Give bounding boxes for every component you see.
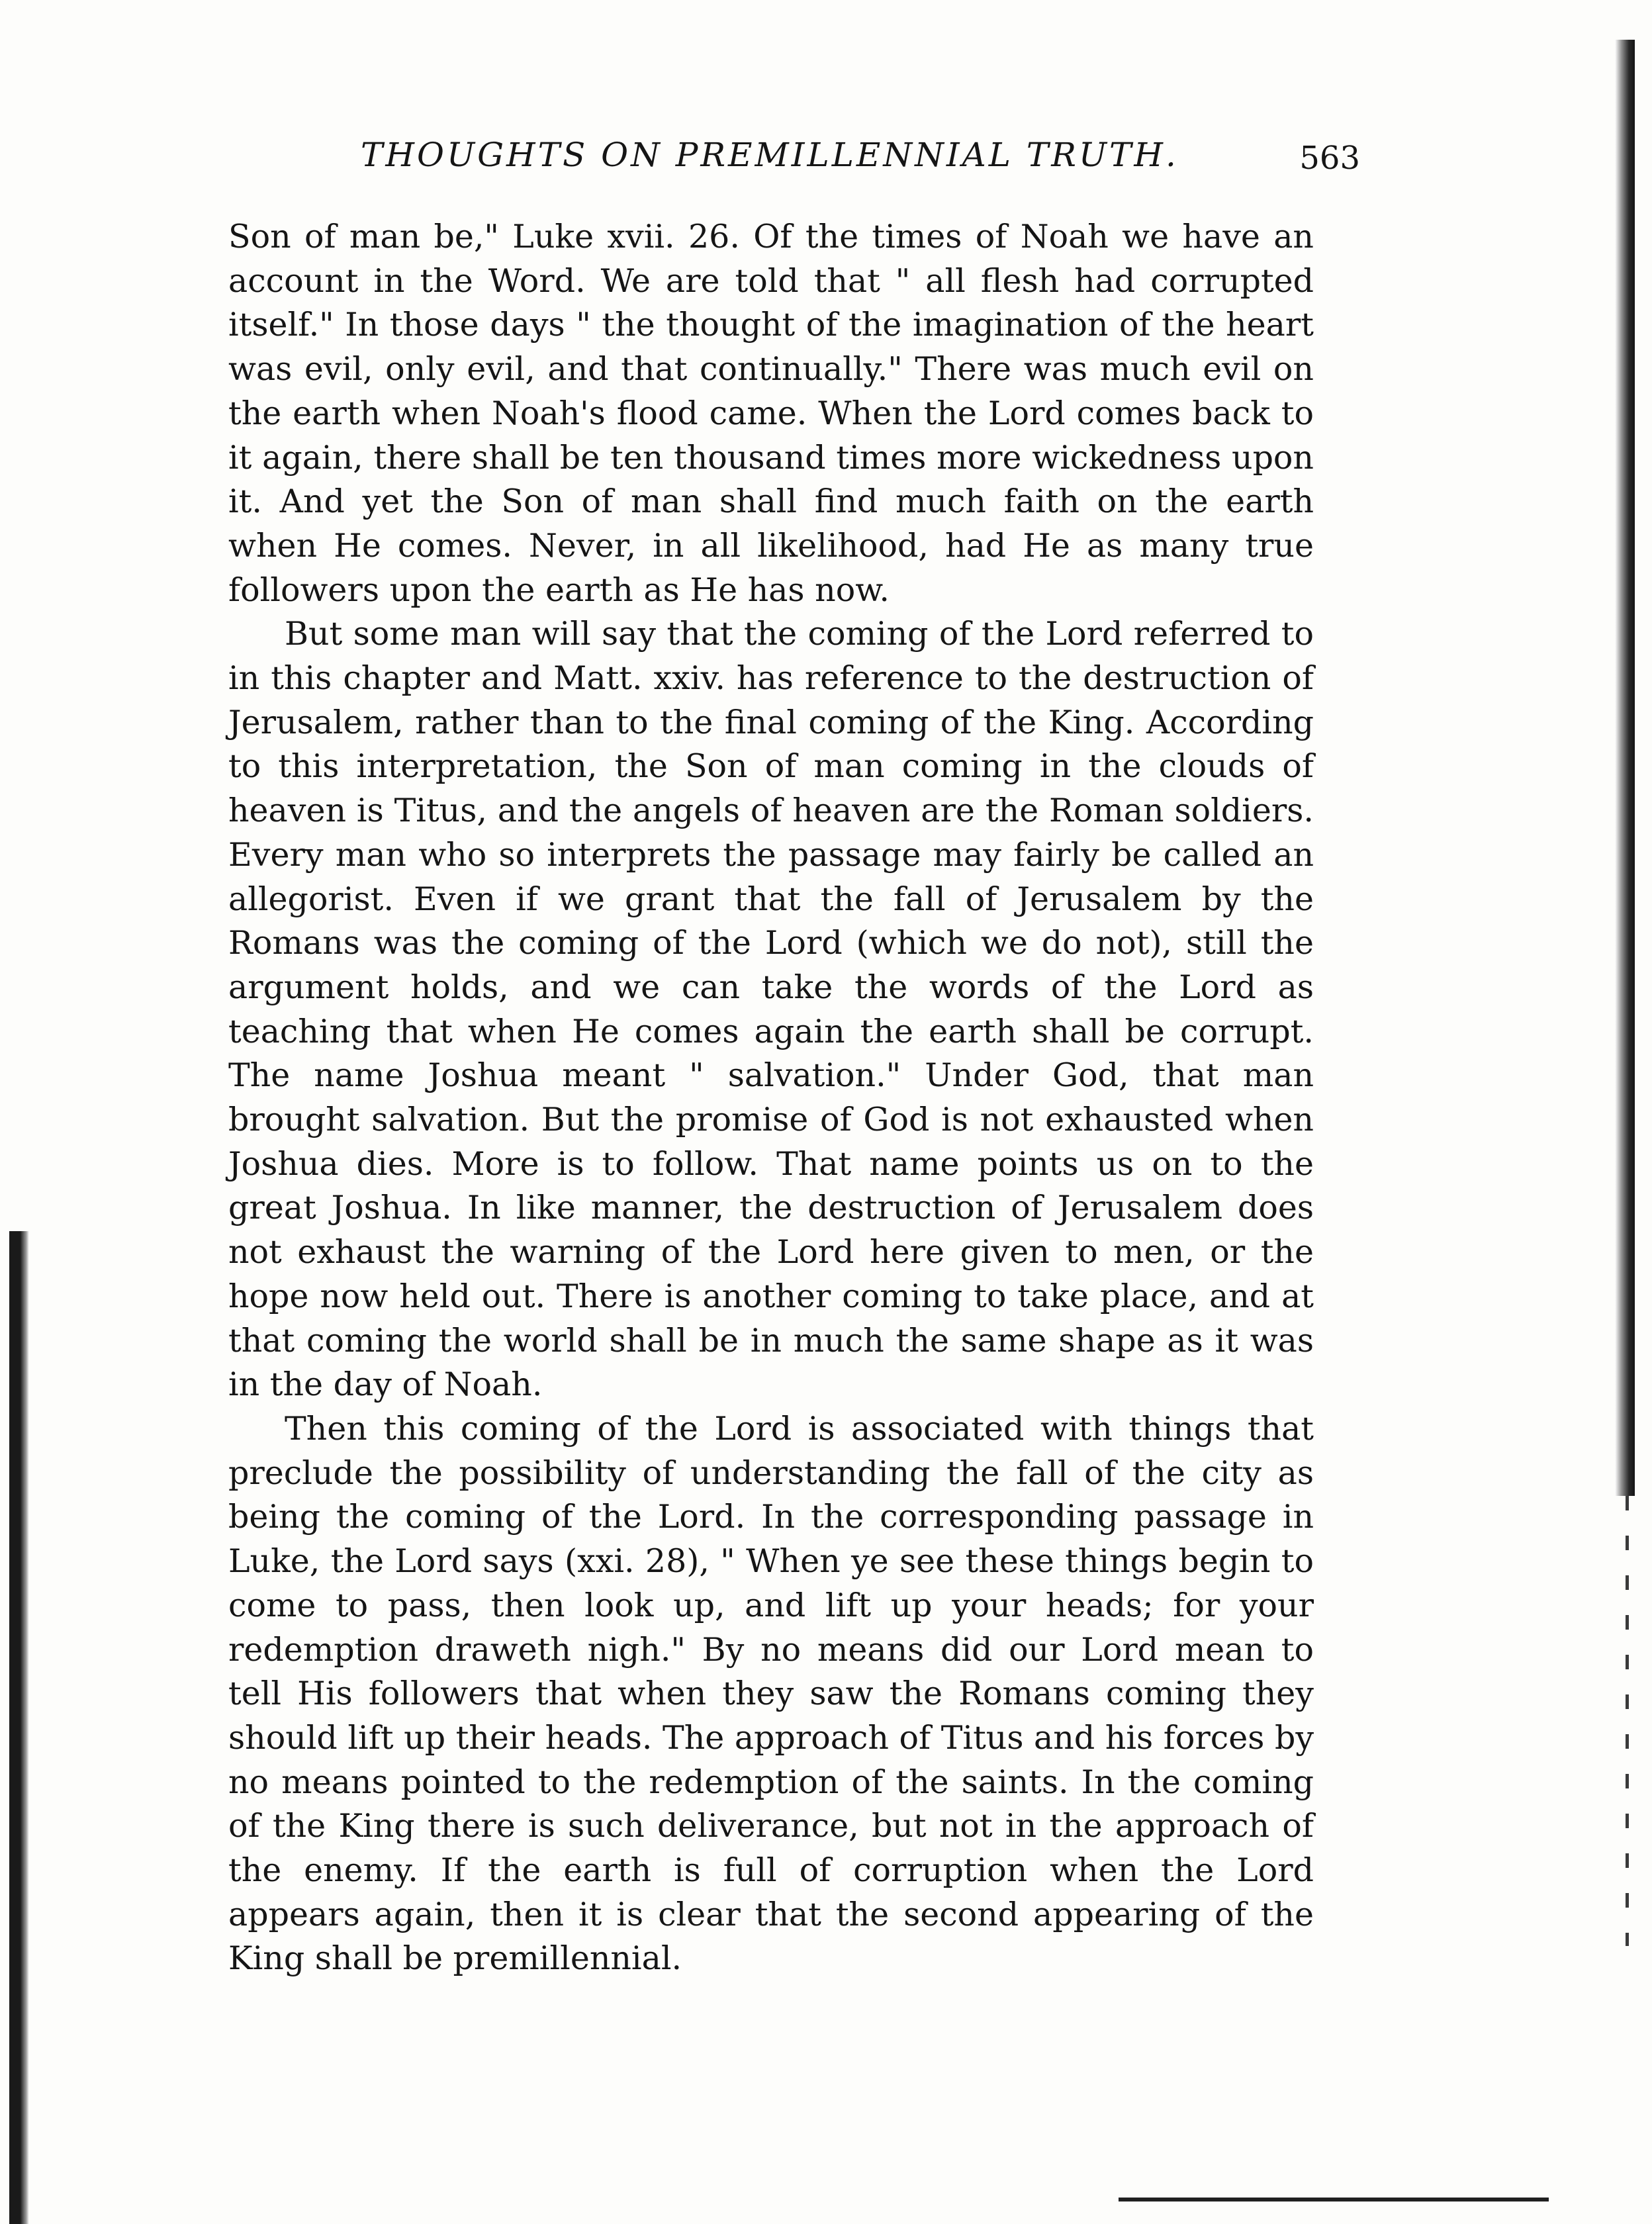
running-head <box>361 136 1360 189</box>
paragraph: But some man will say that the coming of the Lord referred to in this chapter and Matt. xxiv. has reference to the destruction of Jerusalem, rather than to the final coming of the King. According to this interpretation, the Son of man coming in the clouds of heaven is Titus, and the angels of heaven are the Roman soldiers. Every man who so interprets the passage may fairly be called an allegorist. Even if we grant that the fall of Jerusalem by the Romans was the coming of the Lord (which we do not), still the argument holds, and we can take the words of the Lord as teaching that when He comes again the earth shall be corrupt. The name Joshua meant " salvation." Under God, that man brought salvation. But the promise of God is not exhausted when Joshua dies. More is to follow. That name points us on to the great Joshua. In like manner, the destruction of Jerusalem does not exhaust the warning of the Lord here given to men, or the hope now held out. There is another coming to take place, and at that coming the world shall be in much the same shape as it was in the day of Noah. <box>228 615 1314 1404</box>
page-number: 563 <box>1299 140 1360 177</box>
running-title: THOUGHTS ON PREMILLENNIAL TRUTH. <box>361 136 1179 174</box>
page-edge-shadow-left <box>9 1231 29 2224</box>
page-edge-marks-right <box>1626 1496 1629 1946</box>
bottom-rule <box>1119 2198 1549 2201</box>
body-text <box>228 215 1314 1981</box>
paragraph: Son of man be," Luke xvii. 26. Of the times of Noah we have an account in the Word. We are told that " all flesh had corrupted itself." In those days " the thought of the imagination of the heart was evil, only evil, and that continually." There was much evil on the earth when Noah's flood came. When the Lord comes back to it again, there shall be ten thousand times more wickedness upon it. And yet the Son of man shall find much faith on the earth when He comes. Never, in all likelihood, had He as many true followers upon the earth as He has now. <box>228 218 1314 609</box>
page-edge-shadow-right <box>1615 40 1635 1496</box>
paragraph: Then this coming of the Lord is associated with things that preclude the possibility of understanding the fall of the city as being the coming of the Lord. In the corresponding passage in Luke, the Lord says (xxi. 28), " When ye see these things begin to come to pass, then look up, and lift up your heads; for your redemption draweth nigh." By no means did our Lord mean to tell His followers that when they saw the Romans coming they should lift up their heads. The approach of Titus and his forces by no means pointed to the redemption of the saints. In the coming of the King there is such deliverance, but not in the approach of the enemy. If the earth is full of corruption when the Lord appears again, then it is clear that the second appearing of the King shall be premillennial. <box>228 1409 1314 1978</box>
